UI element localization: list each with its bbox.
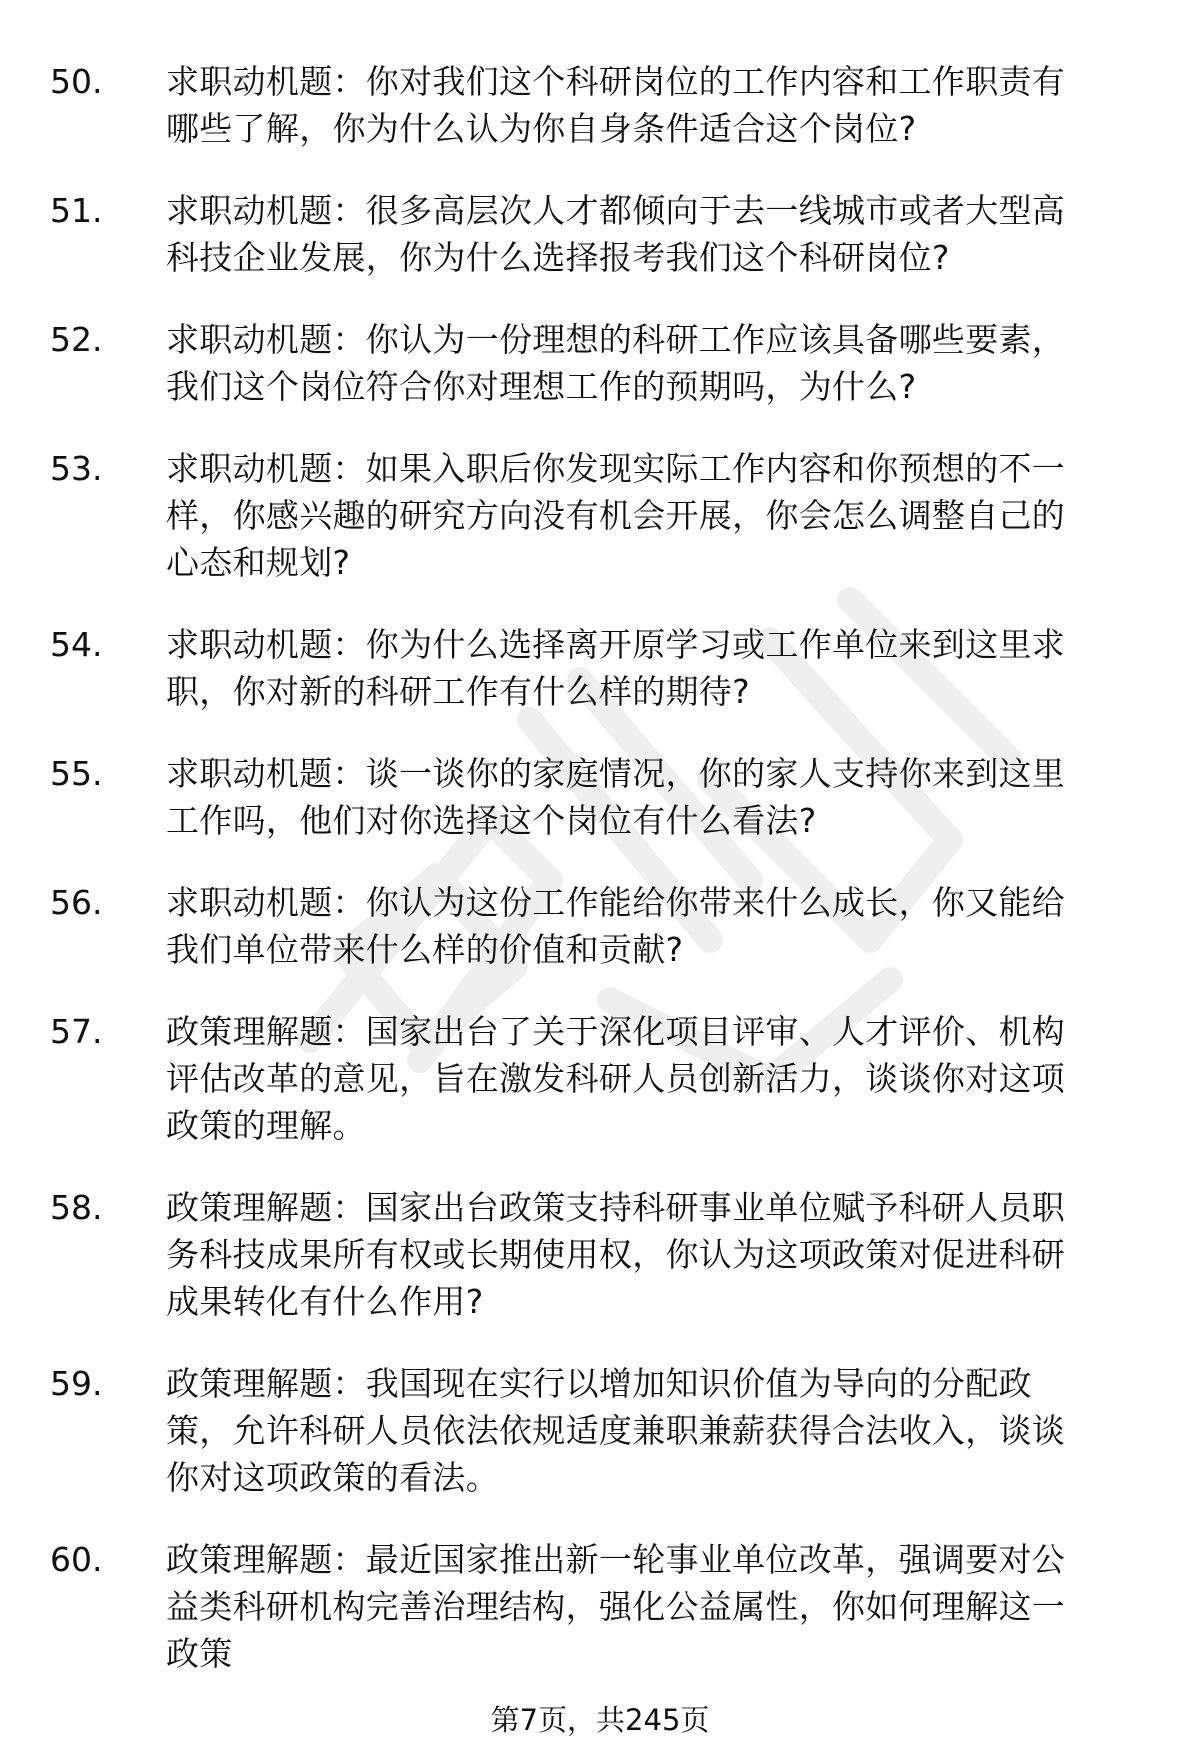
question-item (0, 445, 1200, 586)
question-text: 求职动机题：很多高层次人才都倾向于去一线城市或者大型高科技企业发展，你为什么选择报考我们这个科研岗位? (166, 191, 1066, 277)
question-item (0, 750, 1200, 844)
question-item (0, 58, 1200, 152)
question-item (0, 1008, 1200, 1149)
question-item (0, 187, 1200, 281)
question-text: 求职动机题：你认为一份理想的科研工作应该具备哪些要素，我们这个岗位符合你对理想工作的预期吗，为什么? (166, 320, 1066, 406)
question-text: 求职动机题：谈一谈你的家庭情况，你的家人支持你来到这里工作吗，他们对你选择这个岗位有什么看法? (166, 754, 1066, 840)
question-text: 求职动机题：你认为这份工作能给你带来什么成长，你又能给我们单位带来什么样的价值和贡献? (166, 883, 1066, 969)
question-text: 求职动机题：你为什么选择离开原学习或工作单位来到这里求职，你对新的科研工作有什么样的期待? (166, 625, 1066, 711)
question-number: 60. (50, 1540, 103, 1579)
question-item (0, 1536, 1200, 1677)
question-text: 求职动机题：你对我们这个科研岗位的工作内容和工作职责有哪些了解，你为什么认为你自身条件适合这个岗位? (166, 62, 1066, 148)
question-number: 57. (50, 1012, 103, 1051)
question-item (0, 621, 1200, 715)
question-number: 53. (50, 449, 103, 488)
question-number: 56. (50, 883, 103, 922)
question-number: 50. (50, 62, 103, 101)
question-item (0, 1360, 1200, 1501)
page-footer: 第7页，共245页 (490, 1703, 710, 1737)
question-number: 51. (50, 191, 103, 230)
question-text: 政策理解题：我国现在实行以增加知识价值为导向的分配政策，允许科研人员依法依规适度兼职兼薪获得合法收入，谈谈你对这项政策的看法。 (166, 1364, 1066, 1497)
question-item (0, 1184, 1200, 1325)
question-number: 58. (50, 1188, 103, 1227)
question-item (0, 879, 1200, 973)
question-item (0, 316, 1200, 410)
question-number: 52. (50, 320, 103, 359)
question-number: 59. (50, 1364, 103, 1403)
question-number: 55. (50, 754, 103, 793)
question-text: 政策理解题：国家出台了关于深化项目评审、人才评价、机构评估改革的意见，旨在激发科研人员创新活力，谈谈你对这项政策的理解。 (166, 1012, 1066, 1145)
question-text: 求职动机题：如果入职后你发现实际工作内容和你预想的不一样，你感兴趣的研究方向没有机会开展，你会怎么调整自己的心态和规划? (166, 449, 1066, 582)
question-text: 政策理解题：最近国家推出新一轮事业单位改革，强调要对公益类科研机构完善治理结构，强化公益属性，你如何理解这一政策 (166, 1540, 1066, 1673)
question-list (0, 58, 1200, 1712)
question-text: 政策理解题：国家出台政策支持科研事业单位赋予科研人员职务科技成果所有权或长期使用权，你认为这项政策对促进科研成果转化有什么作用? (166, 1188, 1066, 1321)
question-number: 54. (50, 625, 103, 664)
